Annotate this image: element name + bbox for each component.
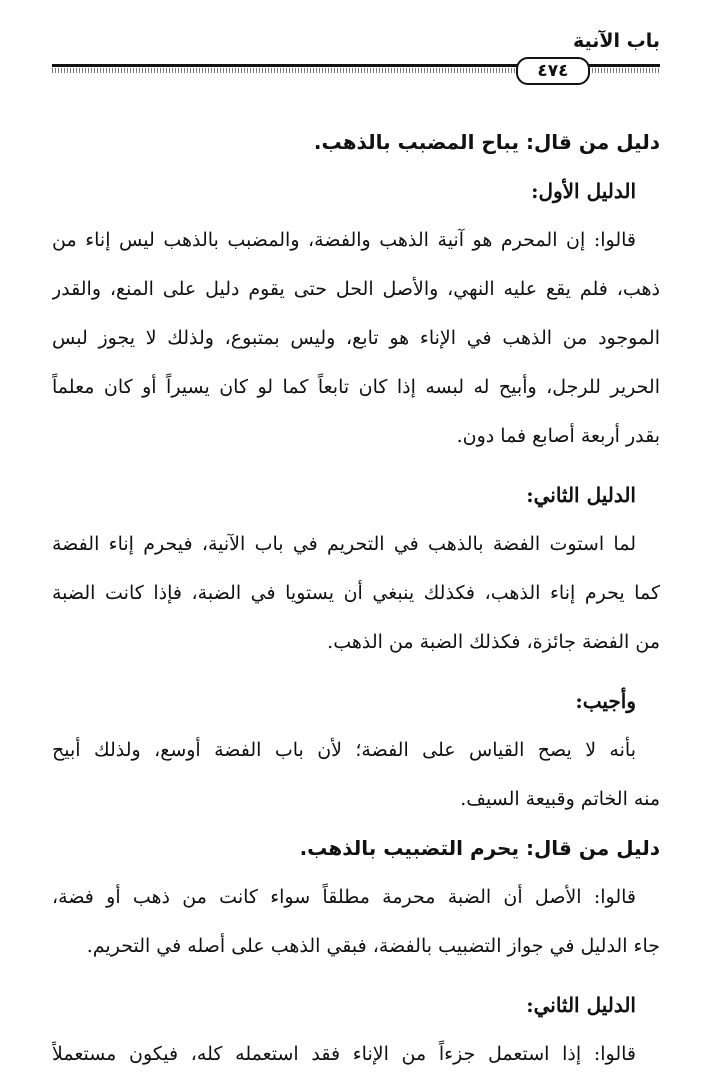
paragraph-line: بقدر أربعة أصابع فما دون. xyxy=(456,425,660,447)
evidence-heading: الدليل الثاني: xyxy=(526,993,636,1017)
paragraph-line: قالوا: الأصل أن الضبة محرمة مطلقاً سواء كانت من ذهب أو فضة، xyxy=(52,886,636,908)
paragraph-line: قالوا: إذا استعمل جزءاً من الإناء فقد استعمله كله، فيكون مستعملاً xyxy=(52,1043,636,1065)
evidence-heading: الدليل الثاني: xyxy=(526,483,636,507)
section-heading: دليل من قال: يباح المضبب بالذهب. xyxy=(313,130,660,154)
page-number: ٤٧٤ xyxy=(516,57,590,85)
section-heading: دليل من قال: يحرم التضبيب بالذهب. xyxy=(299,836,660,860)
page-body xyxy=(52,118,660,1079)
paragraph-line: كما يحرم إناء الذهب، فكذلك ينبغي أن يستويا في الضبة، فإذا كانت الضبة xyxy=(52,582,660,604)
paragraph-line: الحرير للرجل، وأبيح له لبسه إذا كان تابعاً كما لو كان يسيراً أو كان معلماً xyxy=(52,376,660,398)
paragraph-line: الموجود من الذهب في الإناء هو تابع، وليس بمتبوع، ولذلك لا يجوز لبس xyxy=(52,327,660,349)
paragraph-line: ذهب، فلم يقع عليه النهي، والأصل الحل حتى يقوم دليل على المنع، والقدر xyxy=(52,278,660,300)
paragraph-line: لما استوت الفضة بالذهب في التحريم في باب الآنية، فيحرم إناء الفضة xyxy=(52,533,636,555)
running-title: باب الآنية xyxy=(572,30,660,52)
paragraph-line: من الفضة جائزة، فكذلك الضبة من الذهب. xyxy=(327,631,660,653)
reply-heading: وأجيب: xyxy=(575,689,636,713)
evidence-heading: الدليل الأول: xyxy=(531,179,636,203)
paragraph-line: قالوا: إن المحرم هو آنية الذهب والفضة، والمضبب بالذهب ليس إناء من xyxy=(52,229,636,251)
paragraph-line: بأنه لا يصح القياس على الفضة؛ لأن باب الفضة أوسع، ولذلك أبيح xyxy=(52,739,636,761)
paragraph-line: جاء الدليل في جواز التضبيب بالفضة، فبقي الذهب على أصله في التحريم. xyxy=(86,935,660,957)
paragraph-line: منه الخاتم وقبيعة السيف. xyxy=(460,788,660,810)
